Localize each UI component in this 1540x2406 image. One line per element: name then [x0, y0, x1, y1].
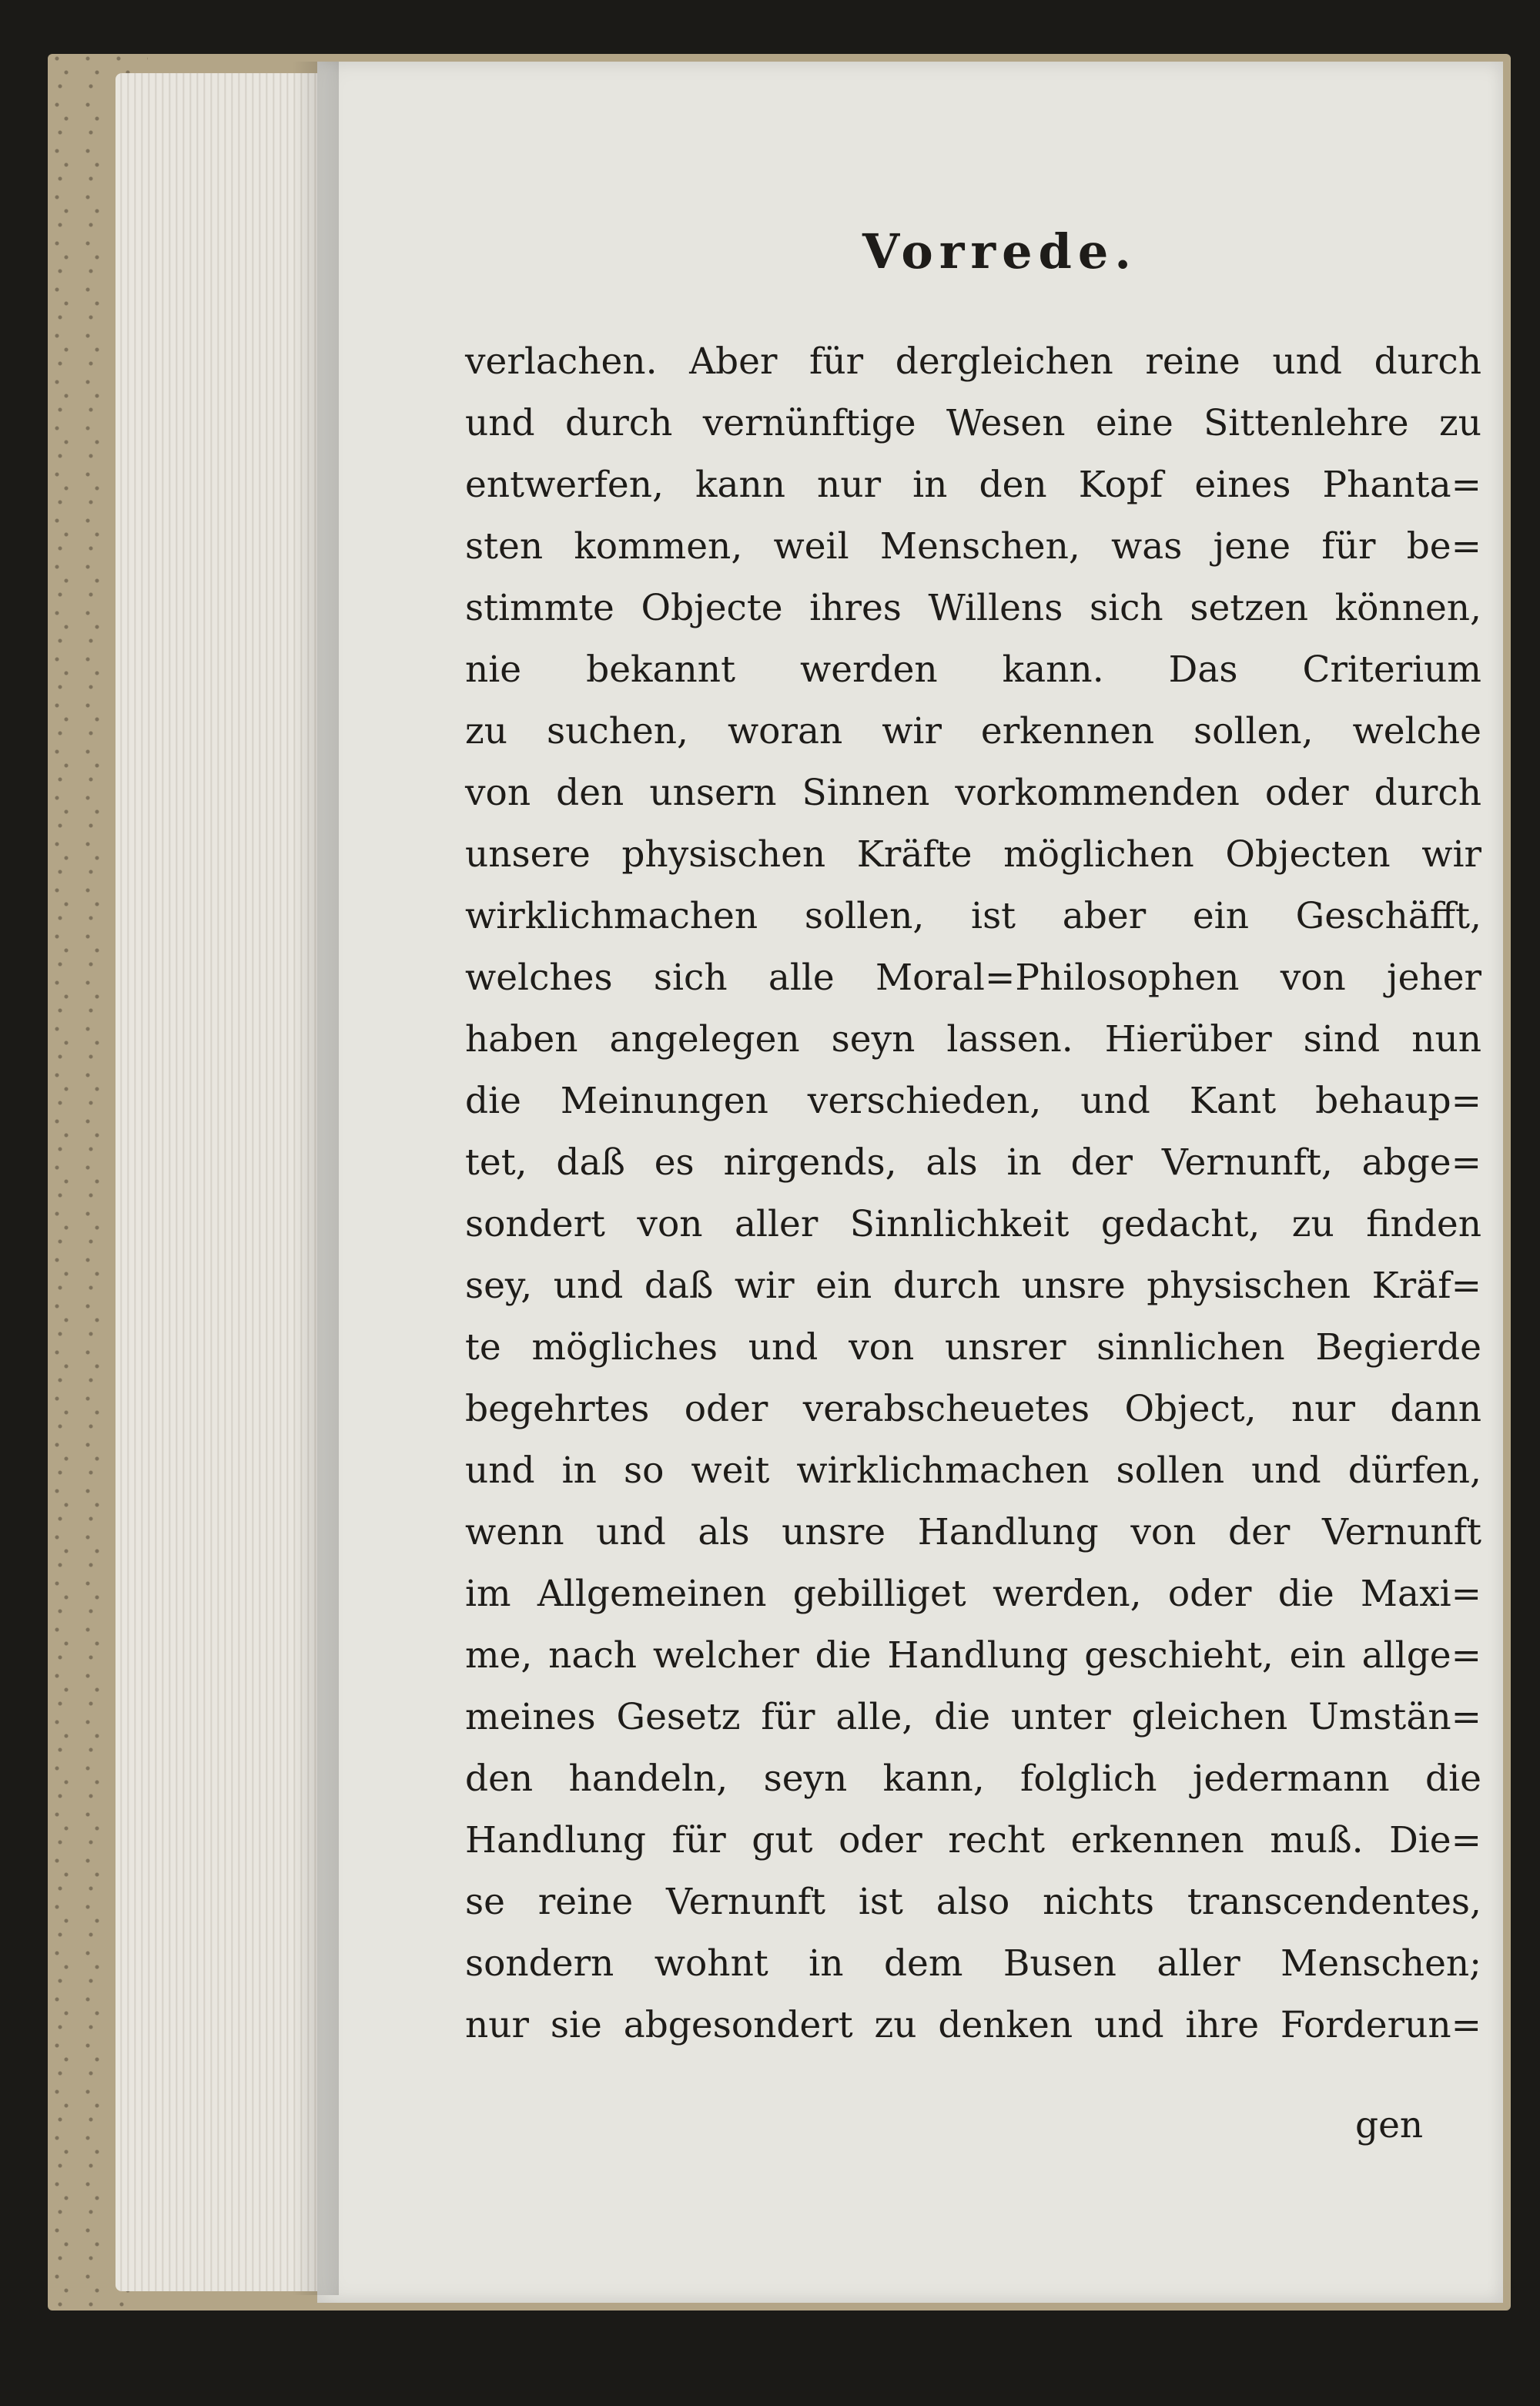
text-line: und in so weit wirklichmachen sollen und dürfen, — [465, 1449, 1481, 1492]
text-line: stimmte Objecte ihres Willens sich setzen können, — [465, 587, 1481, 629]
text-line: zu suchen, woran wir erkennen sollen, welche — [465, 710, 1481, 752]
text-line: nie bekannt werden kann. Das Criterium — [465, 648, 1481, 691]
text-line: te mögliches und von unsrer sinnlichen Begierde — [465, 1326, 1481, 1369]
text-line: von den unsern Sinnen vorkommenden oder durch — [465, 772, 1481, 814]
text-line: sondert von aller Sinnlichkeit gedacht, zu finden — [465, 1203, 1481, 1245]
catchword: gen — [1355, 2104, 1424, 2146]
text-line: tet, daß es nirgends, als in der Vernunft, abge= — [465, 1141, 1481, 1184]
text-line: begehrtes oder verabscheuetes Object, nur dann — [465, 1388, 1481, 1430]
text-line: entwerfen, kann nur in den Kopf eines Phanta= — [465, 464, 1481, 506]
text-line: se reine Vernunft ist also nichts transcendentes, — [465, 1881, 1481, 1923]
body-text — [465, 331, 1481, 2056]
text-line: nur sie abgesondert zu denken und ihre Forderun= — [465, 2004, 1481, 2046]
text-line: meines Gesetz für alle, die unter gleichen Umstän= — [465, 1696, 1481, 1738]
text-line: wirklichmachen sollen, ist aber ein Geschäfft, — [465, 895, 1481, 937]
text-line: sey, und daß wir ein durch unsre physischen Kräf= — [465, 1265, 1481, 1307]
text-line: Handlung für gut oder recht erkennen muß. Die= — [465, 1819, 1481, 1861]
text-line: haben angelegen seyn lassen. Hierüber sind nun — [465, 1018, 1481, 1061]
text-line: unsere physischen Kräfte möglichen Objecten wir — [465, 833, 1481, 876]
text-line: sten kommen, weil Menschen, was jene für be= — [465, 525, 1481, 568]
text-line: die Meinungen verschieden, und Kant behaup= — [465, 1080, 1481, 1122]
text-line: welches sich alle Moral=Philosophen von jeher — [465, 957, 1481, 999]
text-line: me, nach welcher die Handlung geschieht, ein allge= — [465, 1634, 1481, 1677]
text-line: den handeln, seyn kann, folglich jedermann die — [465, 1758, 1481, 1800]
running-head: Vorrede. — [862, 223, 1137, 280]
text-line: im Allgemeinen gebilliget werden, oder die Maxi= — [465, 1573, 1481, 1615]
text-line: und durch vernünftige Wesen eine Sittenlehre zu — [465, 402, 1481, 444]
text-line: wenn und als unsre Handlung von der Vernunft — [465, 1511, 1481, 1553]
text-line: sondern wohnt in dem Busen aller Menschen; — [465, 1942, 1481, 1985]
text-line: verlachen. Aber für dergleichen reine und durch — [465, 340, 1481, 383]
gutter-shadow — [293, 62, 339, 2295]
